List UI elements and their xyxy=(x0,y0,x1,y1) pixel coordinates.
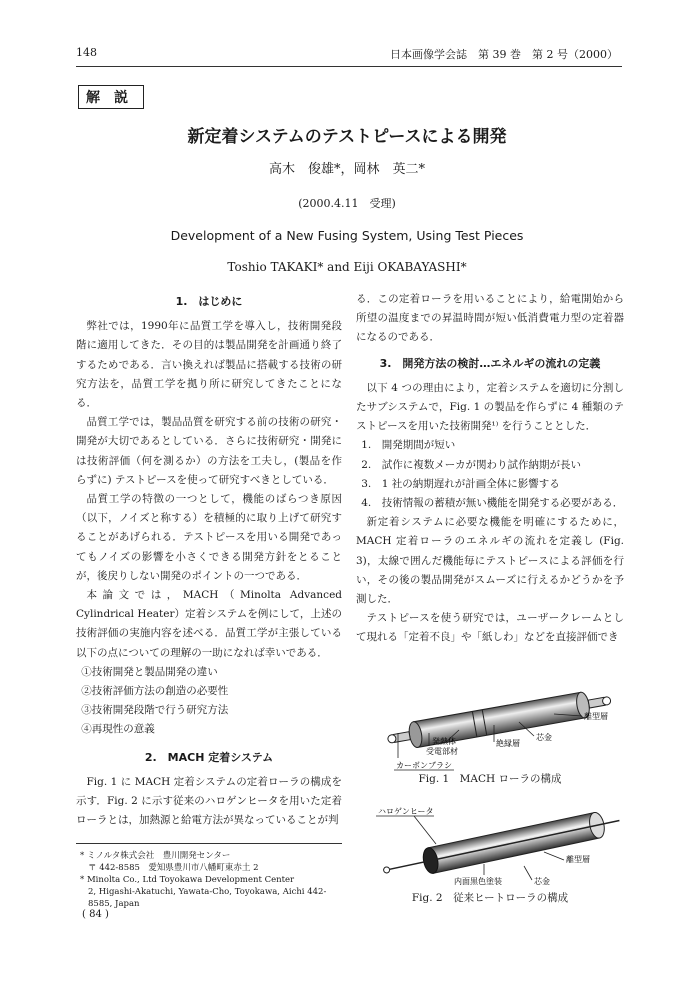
received-date: (2000.4.11 受理) xyxy=(298,197,396,210)
list-item: 3. 1 社の納期遅れが計画全体に影響する xyxy=(361,477,560,490)
fig1-label-power-receiver: 受電部材 xyxy=(426,747,458,756)
fig1-label-insulation: 絶縁層 xyxy=(496,739,520,748)
footnote-address-en: 2, Higashi-Akatuchi, Yawata-Cho, Toyokawa, Aichi 442-8585, Japan xyxy=(88,887,327,909)
fig2-label-inner-black-coating: 内面黒色塗装 xyxy=(454,877,502,886)
list-item: ③技術開発段階で行う研究方法 xyxy=(81,704,229,717)
journal-info: 日本画像学会誌 第 39 巻 第 2 号（2000） xyxy=(390,48,618,61)
left-column xyxy=(76,286,342,830)
footnote-affiliation-en: * Minolta Co., Ltd Toyokawa Development Center xyxy=(80,875,295,885)
paragraph: 以下 4 つの理由により，定着システムを適切に分割したサブシステムで，Fig. 1 の製品を作らずに 4 種類のテストピースを用いた技術開発¹⁾ を行うこととした． xyxy=(356,381,624,433)
paragraph: 品質工学の特徴の一つとして，機能のばらつき原因（以下，ノイズと称する）を積極的に取り上げて研究することがあげられる．テストピースを用いる開発であってもノイズの影響を小さくできる開発方針をとることが，後戻りしない開発のポイントの一つである． xyxy=(76,493,342,582)
list-item: 1. 開発期間が短い xyxy=(361,439,456,452)
list-item: ①技術開発と製品開発の違い xyxy=(81,665,218,678)
footnote-affiliation-jp: * ミノルタ株式会社 豊川開発センター xyxy=(80,851,231,861)
paragraph: テストピースを使う研究では，ユーザークレームとして現れる「定着不良」や「紙しわ」などを直接評価でき xyxy=(356,612,624,644)
section-label: 解説 xyxy=(78,85,144,109)
paper-title-en: Development of a New Fusing System, Using Test Pieces xyxy=(170,228,524,243)
paragraph: 弊社では，1990年に品質工学を導入し，技術開発段階に適用してきた．その目的は製品開発を計画通り終了するためである．言い換えれば製品に搭載する技術の研究方法を，品質工学を拠り所に研究してきたことになる． xyxy=(76,320,342,410)
paragraph: る．この定着ローラを用いることにより，給電開始から所望の温度までの昇温時間が短い低消費電力型の定着器になるのである． xyxy=(356,293,624,344)
fig2-label-core: 芯金 xyxy=(534,877,550,886)
fig2-label-release-layer: 離型層 xyxy=(566,855,590,864)
list-item: ④再現性の意義 xyxy=(81,723,155,736)
fig1-label-release-layer: 離型層 xyxy=(584,712,608,721)
section-heading-1: 1. はじめに xyxy=(175,295,243,308)
footnote-address-jp: 〒 442-8585 愛知県豊川市八幡町東赤土 2 xyxy=(88,863,259,873)
list-item: 4. 技術情報の蓄積が無い機能を開発する必要がある． xyxy=(361,497,624,510)
authors-en: Toshio TAKAKI* and Eiji OKABAYASHI* xyxy=(227,260,467,274)
fig1-label-heater: 発熱体 xyxy=(432,737,456,746)
fig2-label-halogen-heater: ハロゲンヒータ xyxy=(378,807,434,816)
right-column xyxy=(356,290,624,648)
footnote-rule xyxy=(76,843,342,844)
fig1-label-core: 芯金 xyxy=(536,733,552,742)
authors-jp: 高木 俊雄*，岡林 英二* xyxy=(268,162,425,177)
section-heading-3: 3. 開発方法の検討…エネルギの流れの定義 xyxy=(379,356,601,370)
list-item: 2. 試作に複数メーカが関わり試作納期が長い xyxy=(361,458,582,471)
page-footer-number: ( 84 ) xyxy=(82,909,109,920)
figure-2-heat-roller xyxy=(374,800,624,886)
section-heading-2: 2. MACH 定着システム xyxy=(144,750,274,764)
footnotes xyxy=(80,850,342,910)
header-rule xyxy=(76,66,622,67)
paragraph: 本論文では，MACH（Minolta Advanced Cylindrical Heater）定着システムを例にして，上述の技術評価の実施内容を述べる．品質工学が主張している以下の点についての理解の一助になれば幸いである． xyxy=(76,589,342,659)
page-number: 148 xyxy=(76,46,97,59)
figure-1-mach-roller xyxy=(384,678,624,776)
figure-1-caption: Fig. 1 MACH ローラの構成 xyxy=(418,773,562,785)
paper-title: 新定着システムのテストピースによる開発 xyxy=(187,127,507,147)
list-item: ②技術評価方法の創造の必要性 xyxy=(81,685,229,698)
figure-2-caption: Fig. 2 従来ヒートローラの構成 xyxy=(411,892,569,904)
paragraph: 品質工学では，製品品質を研究する前の技術の研究・開発が大切であるとしている．さらに技術研究・開発には技術評価（何を測るか）の方法を工夫し，(製品を作らずに) テストピースを使って研究すべきとしている． xyxy=(76,416,342,486)
paragraph: Fig. 1 に MACH 定着システムの定着ローラの構成を示す．Fig. 2 に示す従来のハロゲンヒータを用いた定着ローラとは，加熱源と給電方法が異なっていることが判 xyxy=(76,775,342,827)
fig1-label-carbon-brush: カーボンブラシ xyxy=(396,761,452,770)
paragraph: 新定着システムに必要な機能を明確にするために，MACH 定着ローラのエネルギの流れを定義し (Fig. 3)，太線で囲んだ機能毎にテストピースによる評価を行い，その後の製品開発がスムーズに行えるかどうかを予測した． xyxy=(356,516,624,606)
